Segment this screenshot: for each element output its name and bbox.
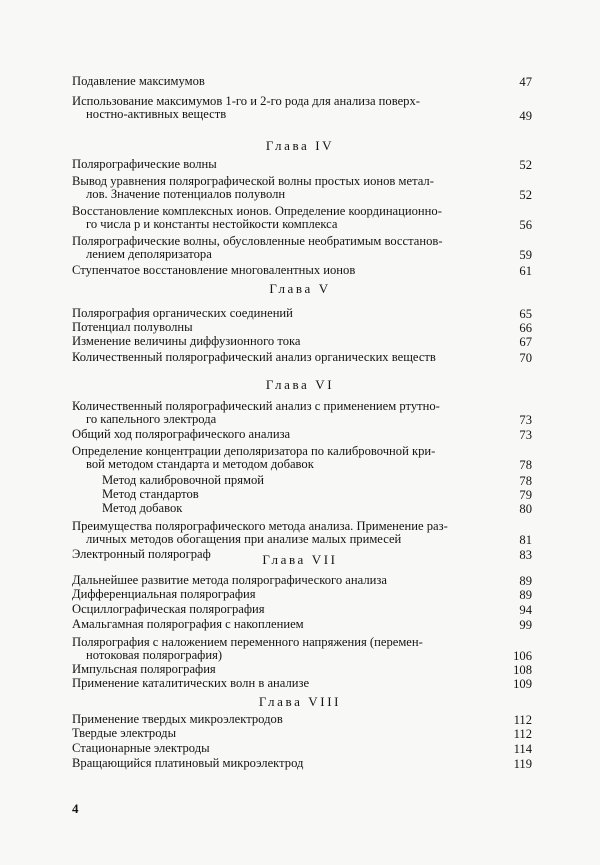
chapter-heading: Глава VIII — [258, 694, 342, 709]
toc-entry-title: Твердые электроды — [72, 726, 177, 740]
chapter-heading: Глава VI — [265, 377, 335, 392]
toc-entry-title-cont: го капельного электрода — [86, 412, 217, 427]
toc-entry-title: Количественный полярографический анализ с применением ртутно- — [72, 399, 440, 413]
toc-entry — [72, 235, 532, 262]
toc-entry — [72, 205, 532, 232]
toc-page-number: 65 — [519, 306, 532, 321]
toc-entry — [72, 742, 532, 756]
toc-entry-title: Использование максимумов 1-го и 2-го рода для анализа поверх- — [72, 94, 420, 108]
toc-entry-title: Стационарные электроды — [72, 741, 210, 755]
toc-page-number: 70 — [519, 350, 532, 365]
toc-entry-title: Изменение величины диффузионного тока — [72, 334, 301, 348]
toc-entry-title-cont: вой методом стандарта и методом добавок — [86, 457, 314, 472]
toc-entry-title: Потенциал полуволны — [72, 320, 193, 334]
toc-chapter-7 — [72, 574, 532, 691]
toc-entry — [72, 428, 532, 442]
toc-entry-title-cont: ностно-активных веществ — [86, 107, 227, 122]
toc-page-number: 52 — [519, 187, 532, 202]
toc-entry — [72, 158, 532, 172]
toc-entry-title: Полярография органических соединений — [72, 306, 293, 320]
toc-entry-title: Метод калибровочной прямой — [102, 473, 265, 487]
toc-chapter-5 — [72, 307, 532, 365]
toc-entry — [72, 445, 532, 472]
toc-page-number: 112 — [513, 712, 532, 727]
page-folio: 4 — [72, 801, 79, 816]
toc-entry — [72, 175, 532, 202]
toc-entry — [72, 95, 532, 123]
toc-entry — [72, 757, 532, 771]
toc-entry-title-cont: нотоковая полярография) — [86, 648, 223, 663]
chapter-heading: Глава IV — [265, 138, 335, 153]
toc-entry-title: Восстановление комплексных ионов. Определение координационно- — [72, 204, 442, 218]
toc-page-number: 89 — [519, 573, 532, 588]
toc-page-number: 112 — [513, 726, 532, 741]
toc-page-number: 49 — [519, 108, 532, 123]
toc-page-number: 114 — [513, 741, 532, 756]
toc-page-number: 109 — [513, 676, 532, 691]
toc-entry — [72, 502, 532, 516]
toc-entry-title: Полярография с наложением переменного напряжения (перемен- — [72, 635, 423, 649]
toc-entry-title: Ступенчатое восстановление многовалентных ионов — [72, 263, 356, 277]
toc-entry — [72, 588, 532, 602]
toc-entry — [72, 488, 532, 502]
toc-entry-title-cont: лов. Значение потенциалов полуволн — [86, 187, 286, 202]
toc-entry-title: Дальнейшее развитие метода полярографического анализа — [72, 573, 387, 587]
toc-entry-title: Определение концентрации деполяризатора по калибровочной кри- — [72, 444, 436, 458]
toc-chapter-6 — [72, 400, 532, 562]
toc-entry-title: Электронный полярограф — [72, 547, 211, 561]
toc-chapter-8 — [72, 713, 532, 771]
chapter-heading: Глава VII — [262, 552, 338, 567]
toc-page-number: 108 — [513, 662, 532, 677]
toc-entry — [72, 520, 532, 547]
toc-page-number: 56 — [519, 217, 532, 232]
toc-entry — [72, 636, 532, 663]
toc-page-number: 78 — [519, 473, 532, 488]
toc-page-number: 94 — [519, 602, 532, 617]
chapter-heading: Глава V — [269, 281, 331, 296]
toc-entry — [72, 264, 532, 278]
toc-page-number: 78 — [519, 457, 532, 472]
toc-page-number: 119 — [513, 756, 532, 771]
toc-entry — [72, 351, 532, 365]
toc-entry — [72, 603, 532, 617]
toc-page-number: 73 — [519, 427, 532, 442]
toc-entry-title: Вывод уравнения полярографической волны простых ионов метал- — [72, 174, 434, 188]
toc-entry-title: Количественный полярографический анализ органических веществ — [72, 350, 436, 364]
toc-page-number: 59 — [519, 247, 532, 262]
toc-entry-title: Подавление максимумов — [72, 74, 205, 88]
toc-entry-title: Полярографические волны — [72, 157, 217, 171]
toc-entry-title: Метод стандартов — [102, 487, 199, 501]
toc-entry-title-cont: го числа p и константы нестойкости комплекса — [86, 217, 338, 232]
toc-page-number: 61 — [519, 263, 532, 278]
toc-entry-title: Амальгамная полярография с накоплением — [72, 617, 304, 631]
toc-page-number: 73 — [519, 412, 532, 427]
toc-page-number: 52 — [519, 157, 532, 172]
toc-entry-title: Дифференциальная полярография — [72, 587, 256, 601]
toc-page-number: 80 — [519, 501, 532, 516]
toc-entry-title: Применение каталитических волн в анализе — [72, 676, 310, 690]
toc-entry-title: Осциллографическая полярография — [72, 602, 265, 616]
toc-entry — [72, 677, 532, 691]
toc-entry-title: Применение твердых микроэлектродов — [72, 712, 283, 726]
toc-entry-title: Общий ход полярографического анализа — [72, 427, 291, 441]
toc-entry — [72, 335, 532, 349]
toc-page-number: 66 — [519, 320, 532, 335]
toc-entry-title: Полярографические волны, обусловленные необратимым восстанов- — [72, 234, 443, 248]
toc-page-number: 89 — [519, 587, 532, 602]
toc-entry-title: Вращающийся платиновый микроэлектрод — [72, 756, 304, 770]
toc-entry-title-cont: личных методов обогащения при анализе малых примесей — [86, 532, 402, 547]
toc-chapter-4 — [72, 158, 532, 278]
toc-intro — [72, 75, 532, 123]
toc-entry — [72, 307, 532, 321]
toc-entry — [72, 574, 532, 588]
toc-entry-title-cont: лением деполяризатора — [86, 247, 212, 262]
toc-entry-title: Преимущества полярографического метода анализа. Применение раз- — [72, 519, 448, 533]
toc-entry — [72, 727, 532, 741]
toc-page-number: 83 — [519, 547, 532, 562]
toc-entry — [72, 400, 532, 427]
toc-entry — [72, 663, 532, 677]
toc-page-number: 81 — [519, 532, 532, 547]
toc-entry-title: Метод добавок — [102, 501, 183, 515]
toc-page-number: 47 — [519, 74, 532, 89]
toc-entry — [72, 75, 532, 89]
toc-entry — [72, 713, 532, 727]
toc-entry-title: Импульсная полярография — [72, 662, 216, 676]
toc-page-number: 67 — [519, 334, 532, 349]
toc-entry — [72, 618, 532, 632]
toc-entry — [72, 474, 532, 488]
toc-page-number: 79 — [519, 487, 532, 502]
toc-page-number: 99 — [519, 617, 532, 632]
toc-page-number: 106 — [513, 648, 532, 663]
toc-entry — [72, 321, 532, 335]
